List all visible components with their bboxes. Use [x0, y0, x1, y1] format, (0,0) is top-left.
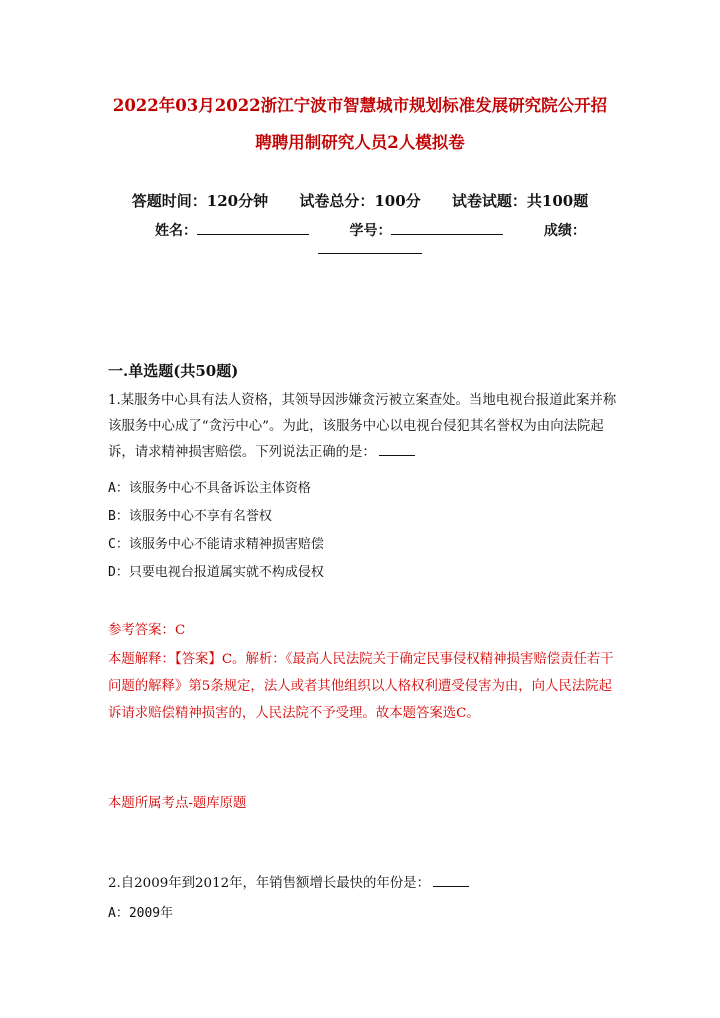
question-2-text: 2.自2009年到2012年，年销售额增长最快的年份是： [108, 876, 430, 891]
question-1-text: 1.某服务中心具有法人资格，其领导因涉嫌贪污被立案查处。当地电视台报道此案并称该服务中心成了“贪污中心”。为此，该服务中心以电视台侵犯其名誉权为由向法院起诉，请求精神损害赔偿。下列说法正确的是： [108, 393, 617, 460]
name-label: 姓名： [155, 223, 197, 239]
exam-title-line1: 2022年03月2022浙江宁波市智慧城市规划标准发展研究院公开招 [112, 96, 608, 115]
question-1-option-b: B：该服务中心不享有名誉权 [108, 509, 272, 524]
score-blank [318, 253, 422, 254]
exam-time: 答题时间：120分钟 [131, 192, 269, 210]
question-1-answer: 参考答案：C [108, 623, 186, 638]
student-info-fields [155, 220, 586, 240]
question-1-option-c: C：该服务中心不能请求精神损害赔偿 [108, 537, 324, 552]
question-2-option-a: A：2009年 [108, 906, 174, 921]
exam-title-line2: 聘聘用制研究人员2人模拟卷 [255, 133, 465, 152]
name-blank [197, 220, 309, 235]
question-1-option-a: A：该服务中心不具备诉讼主体资格 [108, 481, 311, 496]
question-1-option-d: D：只要电视台报道属实就不构成侵权 [108, 565, 324, 580]
score-label: 成绩： [543, 223, 586, 239]
question-2-blank [433, 873, 469, 887]
question-2-stem [108, 871, 618, 897]
id-blank [391, 220, 503, 235]
total-score: 试卷总分：100分 [299, 192, 421, 210]
section-title: 一.单选题(共50题) [108, 362, 239, 380]
total-questions: 试卷试题：共100题 [451, 192, 589, 210]
question-1-blank [379, 442, 415, 456]
question-1-stem [108, 388, 618, 466]
id-label: 学号： [349, 223, 392, 239]
question-1-source: 本题所属考点-题库原题 [108, 796, 247, 811]
question-1-explanation: 本题解释：【答案】C。解析：《最高人民法院关于确定民事侵权精神损害赔偿责任若干问题的解释》第5条规定，法人或者其他组织以人格权利遭受侵害为由，向人民法院起诉请求赔偿精神损害的，人民法院不予受理。故本题答案选C。 [108, 652, 614, 721]
exam-meta [60, 190, 660, 211]
